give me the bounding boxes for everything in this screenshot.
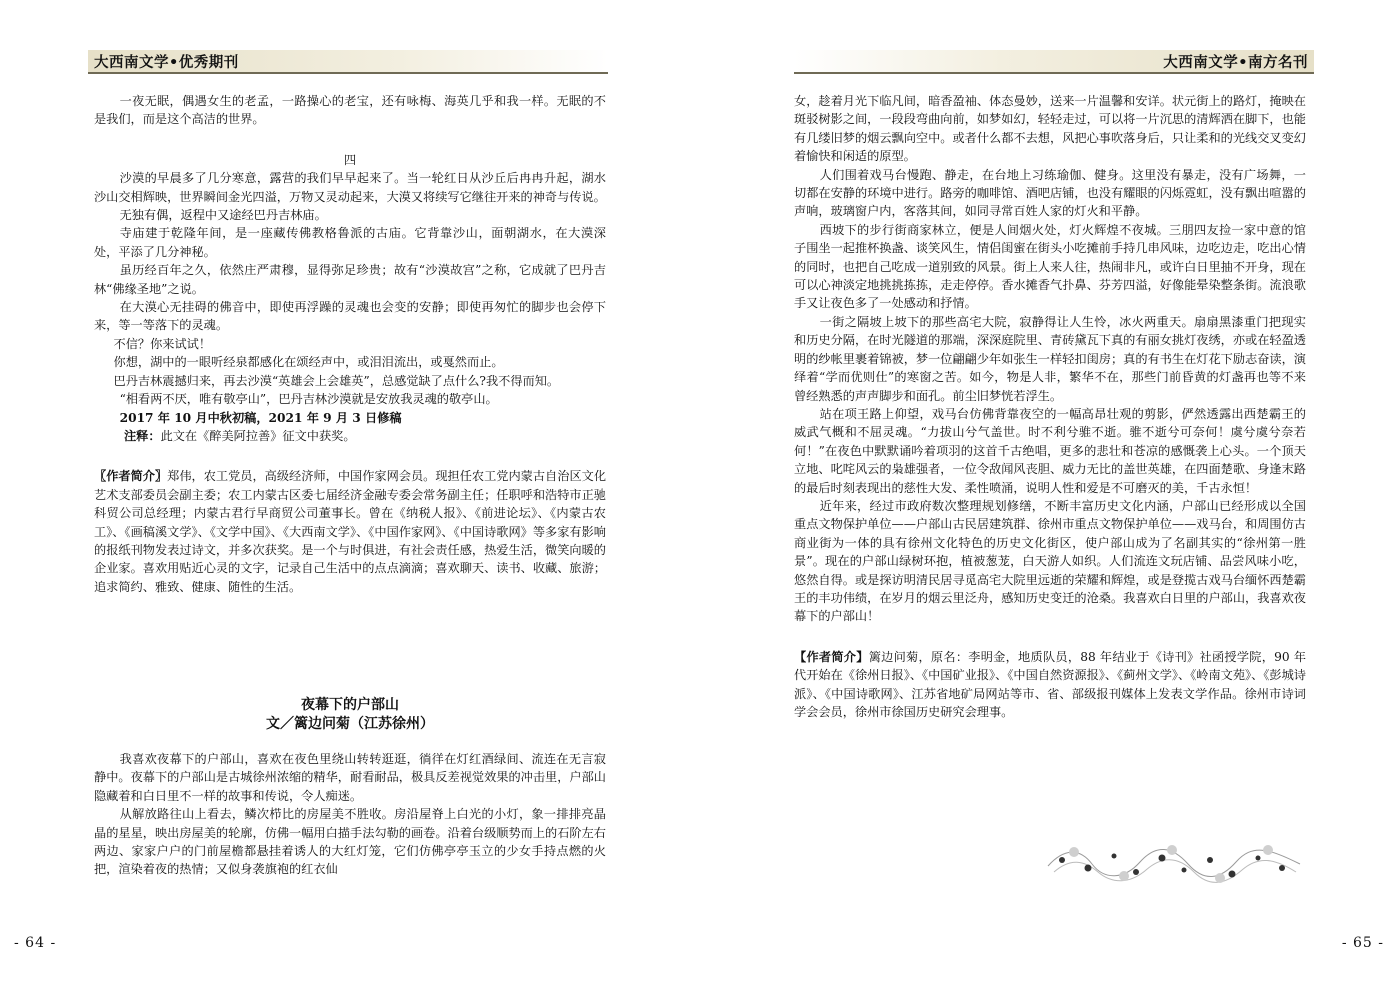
- left-header: [88, 50, 608, 74]
- paragraph: 无独有偶，返程中又途经巴丹吉林庙。: [119, 208, 327, 223]
- paragraph: 不信？你来试试！: [113, 336, 212, 351]
- article-block: [94, 696, 606, 879]
- section-number: 四: [343, 152, 357, 167]
- paragraph: 一夜无眠，偶遇女生的老孟，一路操心的老宝，还有咏梅、海英几乎和我一样。无眠的不是我们，而是这个高洁的世界。: [94, 94, 606, 127]
- paragraph: 近年来，经过市政府数次整理规划修缮，不断丰富历史文化内涵，户部山已经形成以全国重点文物保护单位——户部山古民居建筑群、徐州市重点文物保护单位——戏马台，和周围仿古商业街为一体的具有徐州文化特色的历史文化街区，使户部山成为了名副其实的“徐州第一胜景”。现在的户部山绿树环抱，植被葱茏，白天游人如织。人们流连文玩店铺、品尝风味小吃，悠然自得。或是探访明清民居寻觅高宅大院里远逝的荣耀和辉煌，或是登揽古戏马台缅怀西楚霸王的丰功伟绩，在岁月的烟云里泛舟，感知历史变迁的沧桑。我喜欢白日里的户部山，我喜欢夜幕下的户部山！: [794, 498, 1306, 624]
- author-bio-text: 篱边问菊，原名：李明金，地质队员，88 年结业于《诗刊》社函授学院，90 年代开始在《徐州日报》、《中国矿业报》、《中国自然资源报》、《蓟州文学》、《岭南文苑》、《彭城诗派》、《中国诗歌网》、江苏省地矿局网站等市、省、部级报刊媒体上发表文学作品。徐州市诗词学会会员，徐州市徐国历史研究会理事。: [794, 649, 1307, 719]
- paragraph: 西坡下的步行街商家林立，便是人间烟火处，灯火辉煌不夜城。三朋四友捡一家中意的馆子围坐一起推杯换盏、谈笑风生，情侣闺蜜在街头小吃摊前手持几串风味，边吃边走，吃出心情的同时，也把自己吃成一道别致的风景。街上人来人往，热闹非凡，或许白日里抽不开身，现在可以心神淡定地挑挑拣拣，走走停停。香水摊香气扑鼻、芬芳四溢，好像能晕染整条街。流浪歌手又让夜色多了一处感动和抒情。: [794, 222, 1306, 311]
- note-text: 此文在《醉美阿拉善》征文中获奖。: [160, 428, 356, 443]
- author-bio-text: 郑伟，农工党员，高级经济师，中国作家网会员。现担任农工党内蒙古自治区文化艺术支部委员会副主委；农工内蒙古区委七届经济金融专委会常务副主任；任职呼和浩特市正驰科贸公司总经理；内蒙古君行早商贸公司董事长。曾在《纳税人报》、《前进论坛》、《内蒙古农工》、《画稿溪文学》、《文学中国》、《大西南文学》、《中国作家网》、《中国诗歌网》等多家有影响的报纸刊物发表过诗文，并多次获奖。是一个与时俱进，有社会责任感，热爱生活，微笑向暖的企业家。喜欢用贴近心灵的文字，记录自己生活中的点点滴滴；喜欢聊天、读书、收藏、旅游；追求简约、雅致、健康、随性的生活。: [94, 469, 607, 594]
- floral-ornament-icon: [1044, 838, 1304, 886]
- date-line: 2017 年 10 月中秋初稿，2021 年 9 月 3 日修稿: [119, 410, 402, 425]
- left-column: [94, 92, 606, 596]
- paragraph: 我喜欢夜幕下的户部山，喜欢在夜色里绕山转转逛逛，徜徉在灯红酒绿间、流连在无言寂静中。夜幕下的户部山是古城徐州浓缩的精华，耐看耐品，极具反差视觉效果的冲击里，户部山隐藏着和白日里不一样的故事和传说，令人痴迷。: [94, 752, 606, 803]
- paragraph: 从解放路往山上看去，鳞次栉比的房屋美不胜收。房沿屋脊上白光的小灯，象一排排亮晶晶的星星，映出房屋美的轮廓，仿佛一幅用白描手法勾勒的画卷。沿着台级顺势而上的石阶左右两边、家家户户的门前屋檐都悬挂着诱人的大红灯笼，它们仿佛亭亭玉立的少女手持点燃的火把，渲染着夜的热情；又似身袭旗袍的红衣仙: [94, 807, 606, 877]
- left-header-title: 大西南文学•优秀期刊: [94, 54, 239, 71]
- right-header: [794, 50, 1314, 74]
- paragraph: 在大漠心无挂碍的佛音中，即使再浮躁的灵魂也会变的安静；即使再匆忙的脚步也会停下来，等一等落下的灵魂。: [94, 300, 606, 333]
- paragraph: 虽历经百年之久，依然庄严肃穆，显得弥足珍贵；故有“沙漠故宫”之称，它成就了巴丹吉林“佛缘圣地”之说。: [94, 263, 606, 296]
- paragraph: 站在项王路上仰望，戏马台仿佛背靠夜空的一幅高昂壮观的剪影，俨然透露出西楚霸王的威武气概和不屈灵魂。“力拔山兮气盖世。时不利兮骓不逝。骓不逝兮可奈何！虞兮虞兮奈若何！”在夜色中默默诵吟着项羽的这首千古绝唱，更多的悲壮和苍凉的感慨袭上心头。一个顶天立地、叱咤风云的枭雄强者，一位令敌闻风丧胆、威力无比的盖世英雄，在四面楚歌、身逢末路的最后时刻表现出的慈性大发、柔性喷涌，说明人性和爱是不可磨灭的美，千古永恒！: [794, 406, 1306, 495]
- author-bio-label: 【作者简介】: [794, 649, 869, 664]
- paragraph: 你想，湖中的一眼听经泉都感化在颂经声中，或泪泪流出，或戛然而止。: [113, 355, 504, 370]
- page-number: - 64 -: [14, 935, 57, 951]
- paragraph: 寺庙建于乾隆年间，是一座藏传佛教格鲁派的古庙。它背靠沙山，面朝湖水，在大漠深处，平添了几分神秘。: [94, 226, 606, 259]
- right-page: [699, 0, 1398, 982]
- note-label: 注释：: [124, 428, 161, 443]
- article-author: 文／篱边问菊（江苏徐州）: [266, 716, 434, 732]
- paragraph: 人们围着戏马台慢跑、静走，在台地上习练瑜伽、健身。这里没有暴走，没有广场舞，一切都在安静的环境中进行。路旁的咖啡馆、酒吧店铺，也没有耀眼的闪烁霓虹，没有飘出喧嚣的声响，玻璃窗户内，客落其间，如同寻常百姓人家的灯火和平静。: [794, 167, 1306, 219]
- author-bio: [94, 467, 606, 596]
- page-number: - 65 -: [1341, 935, 1384, 951]
- right-column: [794, 92, 1306, 721]
- note-line: [94, 427, 606, 445]
- paragraph: “相看两不厌，唯有敬亭山”，巴丹吉林沙漠就是安放我灵魂的敬亭山。: [119, 392, 498, 407]
- article-title: 夜幕下的户部山: [301, 697, 399, 713]
- author-bio: [794, 648, 1306, 722]
- paragraph: 女，趁着月光下临凡间，暗香盈袖、体态曼妙，送来一片温馨和安详。状元街上的路灯，掩映在斑驳树影之间，一段段弯曲向前，如梦如幻，轻轻走过，可以将一片沉思的清辉洒在脚下，也能有几缕旧梦的烟云飘向空中。或者什么都不去想，风把心事吹落身后，只让柔和的光线交叉变幻着愉快和闲适的原型。: [794, 94, 1306, 164]
- author-bio-label: 〖作者简介〗: [94, 469, 168, 484]
- paragraph: 沙漠的早晨多了几分寒意，露营的我们早早起来了。当一轮红日从沙丘后冉冉升起，湖水沙山交相辉映，世界瞬间金光四溢，万物又灵动起来，大漠又将续写它继往开来的神奇与传说。: [94, 171, 606, 204]
- right-header-title: 大西南文学•南方名刊: [1163, 54, 1308, 71]
- paragraph: 一街之隔坡上坡下的那些高宅大院，寂静得让人生怜，冰火两重天。扇扇黑漆重门把现实和历史分隔，在时光隧道的那端，深深庭院里、青砖黛瓦下真的有丽女挑灯夜绣，亦或在轻盈透明的纱帐里裹着锦被，梦一位翩翩少年如张生一样轻扣闺房；真的有书生在灯花下励志奋读，演绎着“学而优则仕”的寒窗之苦。如今，物是人非，繁华不在，那些门前昏黄的灯盏再也等不来曾经熟悉的声声脚步和面孔。前尘旧梦恍若浮生。: [794, 314, 1306, 403]
- paragraph: 巴丹吉林震撼归来，再去沙漠“英雄会上会雄英”，总感觉缺了点什么?我不得而知。: [113, 373, 560, 388]
